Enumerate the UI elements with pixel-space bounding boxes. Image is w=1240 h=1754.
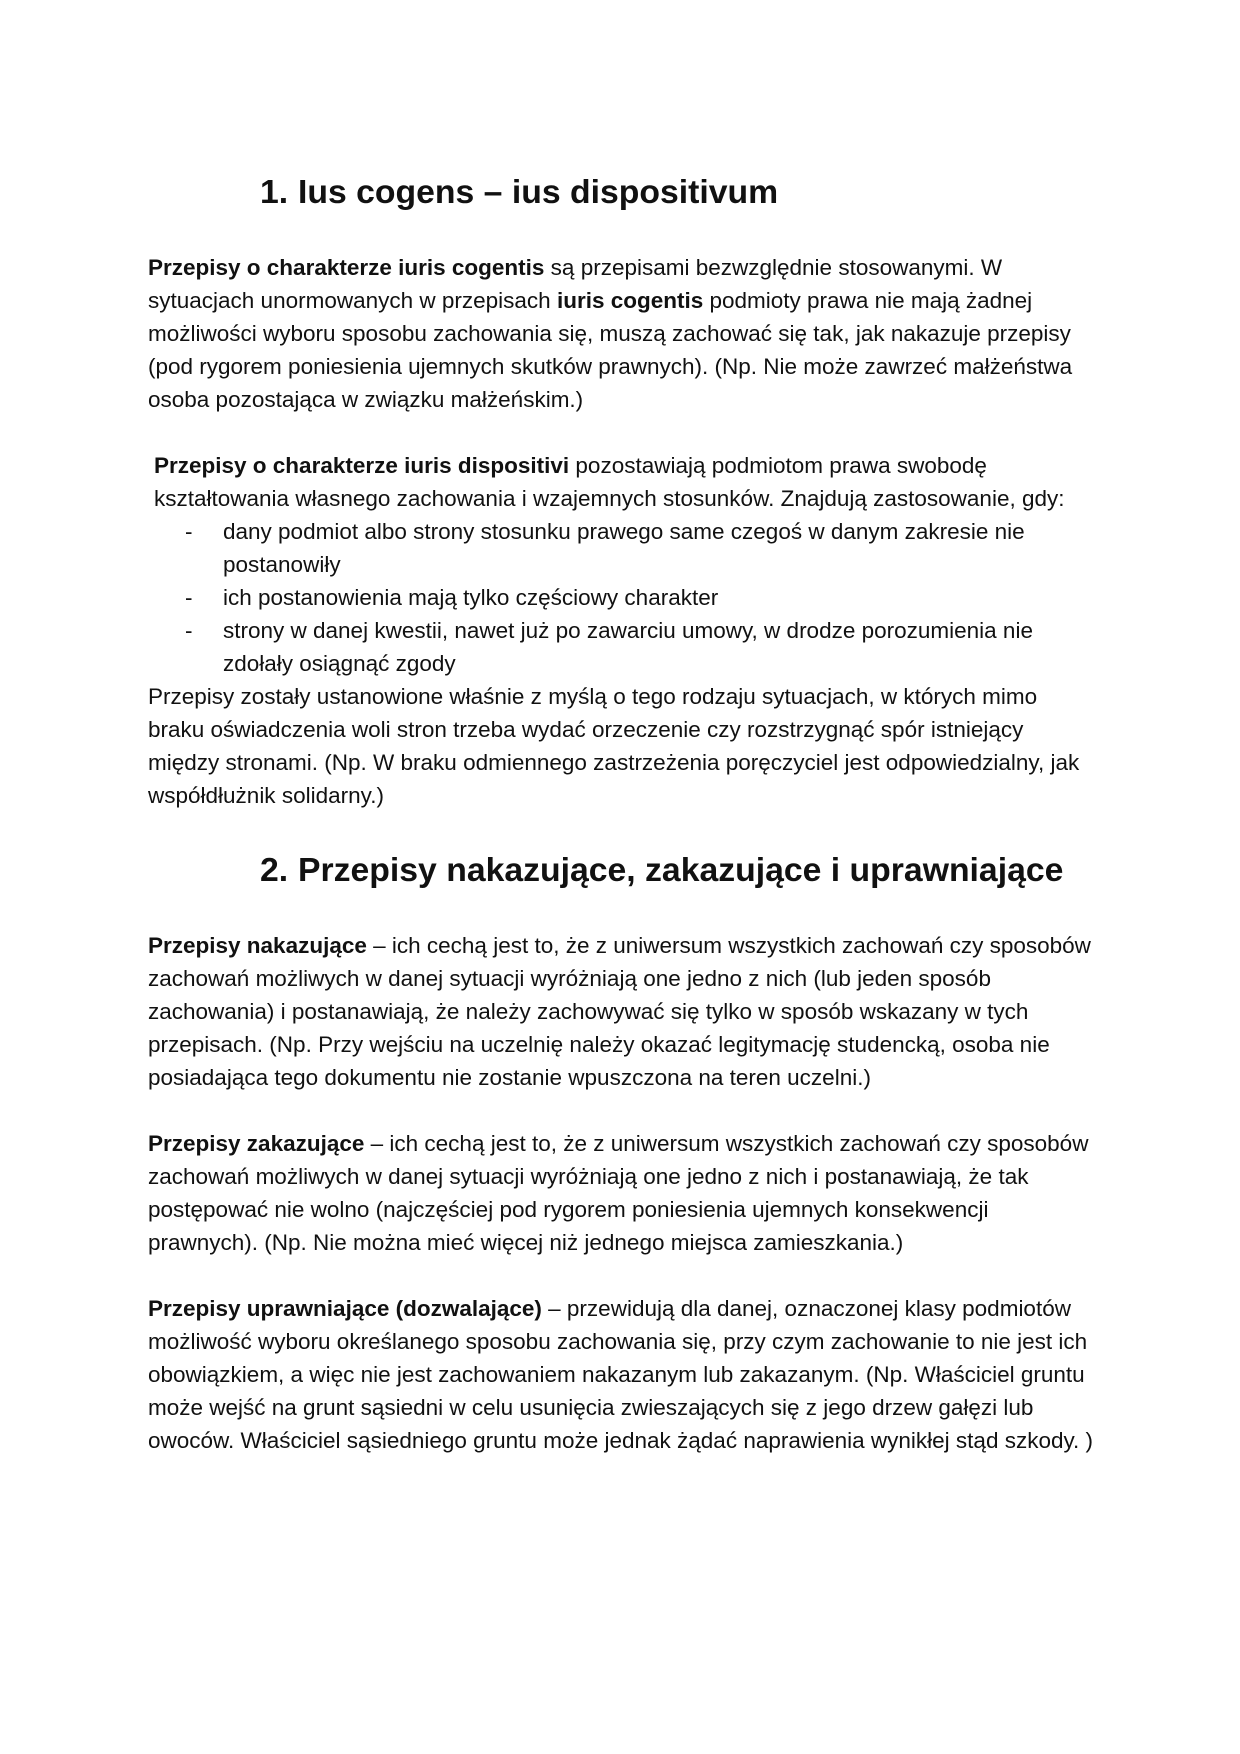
list-item (148, 581, 1098, 614)
paragraph-text: – ich cechą jest to, że z uniwersum wszystkich zachowań czy sposobów zachowań możliwych w danej sytuacji wyróżniają one jedno z nich (lub jeden sposób zachowania) i postanawiają, że należy zachowywać się tylko w sposób wskazany w tych przepisach. (Np. Przy wejściu na uczelnię należy okazać legitymację studencką, osoba nie posiadająca tego dokumentu nie zostanie wpuszczona na teren uczelni.) (148, 933, 1091, 1090)
iuris-dispositivi-term: Przepisy o charakterze iuris dispositivi (154, 453, 570, 478)
dispositive-explanation-paragraph: Przepisy zostały ustanowione właśnie z myślą o tego rodzaju sytuacjach, w których mimo braku oświadczenia woli stron trzeba wydać orzeczenie czy rozstrzygnąć spór istniejący między stronami. (Np. W braku odmiennego zastrzeżenia poręczyciel jest odpowiedzialny, jak współdłużnik solidarny.) (148, 684, 1080, 808)
section-2-title: Przepisy nakazujące, zakazujące i uprawniające (298, 851, 1064, 889)
paragraph-text: – ich cechą jest to, że z uniwersum wszystkich zachowań czy sposobów zachowań możliwych w danej sytuacji wyróżniają one jedno z nich i postanawiają, że tak postępować nie wolno (najczęściej pod rygorem poniesienia ujemnych konsekwencji prawnych). (Np. Nie można mieć więcej niż jednego miejsca zamieszkania.) (148, 1131, 1089, 1255)
list-item (148, 515, 1098, 581)
zakazujace-term: Przepisy zakazujące (148, 1131, 365, 1156)
iuris-cogentis-term: Przepisy o charakterze iuris cogentis (148, 255, 545, 280)
section-2-heading (148, 851, 1098, 889)
zakazujace-paragraph (148, 1127, 1098, 1259)
nakazujace-term: Przepisy nakazujące (148, 933, 367, 958)
section-2-number: 2. (260, 851, 289, 889)
list-item (148, 614, 1098, 680)
paragraph-text: podmioty prawa nie mają żadnej możliwości wyboru sposobu zachowania się, muszą zachować się tak, jak nakazuje przepisy (pod rygorem poniesienia ujemnych skutków prawnych). (Np. Nie może zawrzeć małżeństwa osoba pozostająca w związku małżeńskim.) (148, 288, 1073, 412)
iuris-cogentis-paragraph (148, 251, 1098, 416)
list-item-text: ich postanowienia mają tylko częściowy charakter (223, 585, 719, 610)
dash-marker: - (185, 519, 193, 544)
document-body (148, 173, 1098, 1457)
dash-marker: - (185, 618, 193, 643)
conditions-list (148, 515, 1098, 680)
section-1-title: Ius cogens – ius dispositivum (298, 173, 779, 211)
iuris-dispositivi-paragraph (148, 449, 1098, 515)
nakazujace-paragraph (148, 929, 1098, 1094)
uprawniajace-paragraph (148, 1292, 1098, 1457)
paragraph-text: są przepisami bezwzględnie stosowanymi. W sytuacjach unormowanych w przepisach (148, 255, 1003, 313)
list-item-text: strony w danej kwestii, nawet już po zawarciu umowy, w drodze porozumienia nie zdołały osiągnąć zgody (223, 618, 1033, 676)
section-1-heading (148, 173, 1098, 211)
paragraph-text: – przewidują dla danej, oznaczonej klasy podmiotów możliwość wyboru określanego sposobu zachowania się, przy czym zachowanie to nie jest ich obowiązkiem, a więc nie jest zachowaniem nakazanym lub zakazanym. (Np. Właściciel gruntu może wejść na grunt sąsiedni w celu usunięcia zwieszających się z jego drzew gałęzi lub owoców. Właściciel sąsiedniego gruntu może jednak żądać naprawienia wynikłej stąd szkody. ) (148, 1296, 1094, 1453)
list-item-text: dany podmiot albo strony stosunku prawego same czegoś w danym zakresie nie postanowiły (223, 519, 1025, 577)
section-1-number: 1. (260, 173, 289, 211)
uprawniajace-term: Przepisy uprawniające (dozwalające) (148, 1296, 542, 1321)
iuris-cogentis-term-inline: iuris cogentis (556, 288, 704, 313)
paragraph-text: pozostawiają podmiotom prawa swobodę kształtowania własnego zachowania i wzajemnych stosunków. Znajdują zastosowanie, gdy: (154, 453, 1065, 511)
dash-marker: - (185, 585, 193, 610)
